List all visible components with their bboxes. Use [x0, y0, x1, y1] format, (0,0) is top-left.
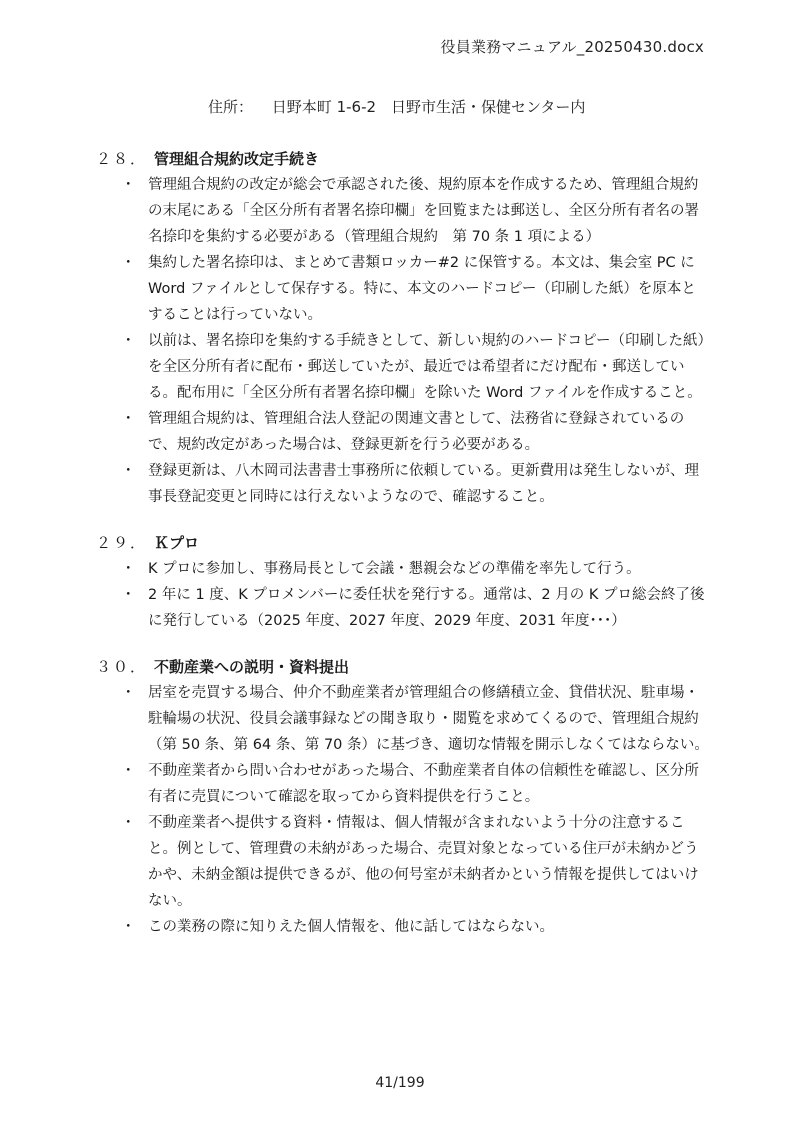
list-item: [96, 556, 710, 582]
list-item: [96, 680, 710, 758]
bullet-marker: ・: [121, 561, 136, 577]
list-item-text: 不動産業者へ提供する資料・情報は、個人情報が含まれないよう十分の注意すること。例として、管理費の未納があった場合、売買対象となっている住戸が未納かどうかや、未納金額は提供できるが、他の何号室が未納者かという情報を提供してはいけない。: [148, 815, 699, 909]
list-item: [96, 758, 710, 810]
list-item-text: K プロに参加し、事務局長として会議・懇親会などの準備を率先して行う。: [148, 561, 641, 577]
section-29: [96, 530, 710, 634]
bullet-list: [96, 680, 710, 940]
bullet-marker: ・: [121, 177, 136, 193]
bullet-list: [96, 172, 710, 510]
address-label: 住所：: [208, 98, 254, 116]
bullet-marker: ・: [121, 587, 136, 603]
list-item-text: 以前は、署名捺印を集約する手続きとして、新しい規約のハードコピー（印刷した紙）を全区分所有者に配布・郵送していたが、最近では希望者にだけ配布・郵送している。配布用に「全区分所有者署名捺印欄」を除いた Word ファイルを作成すること。: [148, 333, 705, 401]
section-heading: [96, 530, 710, 556]
section-28: [96, 146, 710, 510]
list-item: [96, 914, 710, 940]
document-body: [96, 146, 710, 960]
section-title: 不動産業への説明・資料提出: [154, 658, 350, 676]
list-item-text: この業務の際に知りえた個人情報を、他に話してはならない。: [148, 919, 554, 935]
page-number: 41/199: [375, 1075, 425, 1091]
bullet-marker: ・: [121, 463, 136, 479]
bullet-marker: ・: [121, 411, 136, 427]
section-30: [96, 654, 710, 940]
section-heading: [96, 654, 710, 680]
list-item-text: 管理組合規約の改定が総会で承認された後、規約原本を作成するため、管理組合規約の末尾にある「全区分所有者署名捺印欄」を回覧または郵送し、全区分所有者名の署名捺印を集約する必要がある（管理組合規約 第 70 条 1 項による）: [148, 177, 699, 245]
address-line: [208, 96, 585, 117]
address-value: 日野本町 1-6-2 日野市生活・保健センター内: [271, 98, 586, 116]
bullet-marker: ・: [121, 815, 136, 831]
list-item: [96, 250, 710, 328]
list-item-text: 不動産業者から問い合わせがあった場合、不動産業者自体の信頼性を確認し、区分所有者に売買について確認を取ってから資料提供を行うこと。: [148, 763, 699, 805]
list-item: [96, 328, 710, 406]
section-title: 管理組合規約改定手続き: [154, 150, 320, 168]
list-item: [96, 406, 710, 458]
section-number: ２８．: [96, 150, 148, 168]
list-item-text: 登録更新は、八木岡司法書書士事務所に依頼している。更新費用は発生しないが、理事長登記変更と同時には行えないようなので、確認すること。: [148, 463, 699, 505]
list-item: [96, 458, 710, 510]
document-filename: 役員業務マニュアル_20250430.docx: [440, 38, 704, 56]
bullet-marker: ・: [121, 333, 136, 349]
bullet-marker: ・: [121, 685, 136, 701]
section-heading: [96, 146, 710, 172]
section-number: ３０．: [96, 658, 148, 676]
section-title: Ｋプロ: [154, 534, 200, 552]
list-item-text: 2 年に 1 度、K プロメンバーに委任状を発行する。通常は、2 月の K プロ総会終了後に発行している（2025 年度、2027 年度、2029 年度、2031 年度･･･）: [148, 587, 705, 629]
bullet-marker: ・: [121, 763, 136, 779]
list-item-text: 管理組合規約は、管理組合法人登記の関連文書として、法務省に登録されているので、規約改定があった場合は、登録更新を行う必要がある。: [148, 411, 685, 453]
list-item: [96, 810, 710, 914]
list-item: [96, 582, 710, 634]
list-item-text: 集約した署名捺印は、まとめて書類ロッカー#2 に保管する。本文は、集会室 PC に Word ファイルとして保存する。特に、本文のハードコピー（印刷した紙）を原本とすることは行っていない。: [148, 255, 696, 323]
bullet-marker: ・: [121, 255, 136, 271]
list-item-text: 居室を売買する場合、仲介不動産業者が管理組合の修繕積立金、貸借状況、駐車場・駐輪場の状況、役員会議事録などの聞き取り・閲覧を求めてくるので、管理組合規約（第 50 条、第 64 条、第 70 条）に基づき、適切な情報を開示しなくてはならない。: [148, 685, 709, 753]
section-number: ２９．: [96, 534, 148, 552]
list-item: [96, 172, 710, 250]
bullet-list: [96, 556, 710, 634]
bullet-marker: ・: [121, 919, 136, 935]
